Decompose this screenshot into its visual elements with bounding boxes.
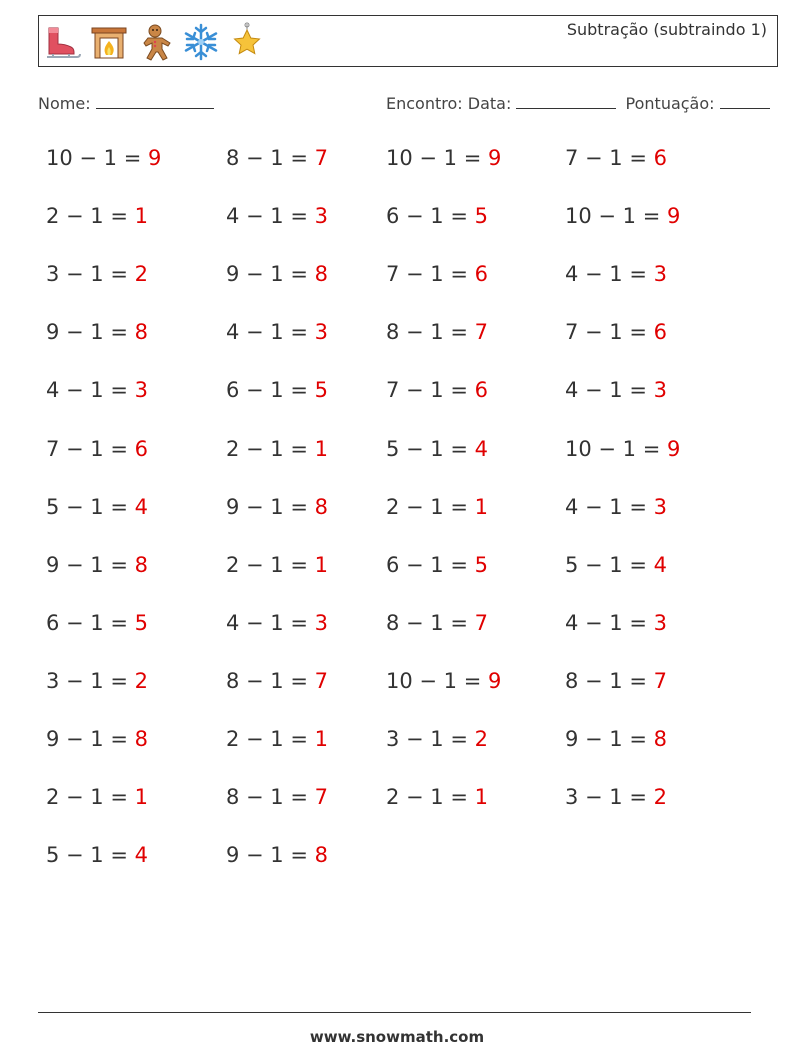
problem-item (386, 495, 488, 519)
problem-answer: 2 (134, 262, 148, 287)
problem-item (46, 262, 148, 286)
name-blank[interactable] (96, 94, 214, 109)
problem-question: 9 − 1 = (226, 843, 315, 868)
problem-answer: 3 (653, 262, 667, 287)
problem-item (565, 727, 667, 751)
problem-item (226, 437, 328, 461)
problem-answer: 6 (653, 146, 667, 170)
problem-answer: 5 (474, 204, 488, 229)
problem-item (565, 495, 667, 519)
problem-answer: 9 (666, 204, 681, 229)
ice-skate-icon (43, 22, 83, 62)
problem-answer: 8 (653, 727, 667, 751)
problem-question: 5 − 1 = (46, 843, 135, 868)
problem-answer: 3 (653, 378, 667, 403)
fireplace-icon (89, 22, 129, 62)
problem-question: 7 − 1 = (386, 262, 475, 287)
problem-answer: 2 (474, 727, 488, 751)
problem-item (226, 843, 328, 867)
problem-answer: 3 (314, 320, 328, 345)
date-label: Data: (467, 94, 512, 113)
problem-item (386, 611, 488, 635)
problem-item (565, 378, 667, 402)
problem-answer: 9 (487, 668, 502, 693)
problem-answer: 5 (474, 552, 488, 577)
name-label: Nome: (38, 94, 91, 113)
problem-item (565, 146, 667, 170)
problem-item (46, 495, 148, 519)
problem-item (226, 669, 328, 693)
problem-item (226, 320, 328, 344)
problem-answer: 5 (314, 378, 328, 403)
problem-answer: 8 (314, 494, 328, 519)
problem-question: 7 − 1 = (386, 378, 475, 403)
problem-item (226, 262, 328, 286)
problem-answer: 5 (134, 610, 148, 635)
problem-question: 5 − 1 = (565, 552, 654, 577)
problem-item (46, 553, 148, 577)
problem-item (46, 437, 148, 461)
problem-item (565, 553, 667, 577)
problem-question: 3 − 1 = (386, 727, 475, 751)
meeting-label: Encontro: (386, 94, 463, 113)
problem-item (226, 495, 328, 519)
snowflake-icon (181, 22, 221, 62)
problem-question: 2 − 1 = (226, 727, 315, 751)
problem-question: 4 − 1 = (226, 204, 315, 229)
date-blank[interactable] (516, 94, 616, 109)
problem-question: 4 − 1 = (565, 378, 654, 403)
problem-answer: 3 (314, 204, 328, 229)
problem-question: 2 − 1 = (226, 552, 315, 577)
problem-question: 4 − 1 = (226, 610, 315, 635)
problem-answer: 3 (653, 610, 667, 635)
problem-question: 6 − 1 = (386, 552, 475, 577)
problem-answer: 3 (314, 610, 328, 635)
problem-answer: 6 (653, 320, 667, 345)
problem-item (226, 611, 328, 635)
problem-answer: 1 (474, 785, 488, 810)
problem-item (386, 378, 488, 402)
problem-question: 7 − 1 = (46, 436, 135, 461)
problem-item (46, 146, 161, 170)
score-blank[interactable] (720, 94, 770, 109)
problem-question: 8 − 1 = (226, 785, 315, 810)
problem-answer: 1 (314, 552, 328, 577)
problem-item (386, 727, 488, 751)
problem-answer: 8 (314, 262, 328, 287)
problem-answer: 8 (134, 727, 148, 751)
problem-item (386, 262, 488, 286)
problem-answer: 3 (653, 494, 667, 519)
problem-item (565, 669, 667, 693)
score-label: Pontuação: (625, 94, 715, 113)
problem-answer: 6 (474, 378, 488, 403)
problem-answer: 6 (134, 436, 148, 461)
problem-question: 10 − 1 = (565, 436, 667, 461)
problem-answer: 6 (474, 262, 488, 287)
problem-question: 6 − 1 = (386, 204, 475, 229)
problem-question: 8 − 1 = (226, 146, 315, 170)
problem-question: 9 − 1 = (226, 262, 315, 287)
problem-question: 8 − 1 = (565, 668, 654, 693)
problem-item (386, 320, 488, 344)
problem-question: 4 − 1 = (565, 494, 654, 519)
problem-question: 6 − 1 = (226, 378, 315, 403)
problem-answer: 8 (134, 552, 148, 577)
problem-answer: 4 (653, 552, 667, 577)
problem-question: 2 − 1 = (226, 436, 315, 461)
problem-question: 8 − 1 = (386, 320, 475, 345)
problem-item (565, 204, 680, 228)
problem-item (46, 785, 148, 809)
worksheet-title: Subtração (subtraindo 1) (566, 20, 767, 39)
problem-answer: 7 (653, 668, 667, 693)
problem-answer: 4 (134, 494, 148, 519)
problem-item (386, 146, 501, 170)
problem-question: 10 − 1 = (565, 204, 667, 229)
problem-answer: 2 (134, 668, 148, 693)
problem-answer: 7 (474, 320, 488, 345)
problem-answer: 3 (134, 378, 148, 403)
problem-item (226, 727, 328, 751)
problem-item (46, 204, 148, 228)
problem-answer: 9 (666, 436, 681, 461)
problem-question: 2 − 1 = (46, 785, 135, 810)
footer-url: www.snowmath.com (309, 1028, 485, 1046)
problem-item (565, 437, 680, 461)
problem-answer: 4 (474, 436, 488, 461)
problem-item (46, 378, 148, 402)
problem-question: 4 − 1 = (226, 320, 315, 345)
problem-item (46, 669, 148, 693)
problem-item (386, 204, 488, 228)
problem-item (226, 553, 328, 577)
problem-answer: 1 (134, 204, 148, 229)
problem-item (226, 378, 328, 402)
problem-question: 9 − 1 = (46, 320, 135, 345)
problem-question: 8 − 1 = (226, 668, 315, 693)
problem-question: 9 − 1 = (46, 727, 135, 751)
problem-item (386, 553, 488, 577)
problem-item (565, 611, 667, 635)
problem-item (226, 204, 328, 228)
problem-item (565, 262, 667, 286)
problem-item (565, 785, 667, 809)
problem-question: 9 − 1 = (226, 494, 315, 519)
problem-item (46, 320, 148, 344)
problem-item (386, 437, 488, 461)
star-ornament-icon (227, 22, 267, 62)
icon-strip (43, 22, 267, 62)
meeting-date-score-fields (386, 94, 770, 113)
problem-question: 10 − 1 = (386, 668, 488, 693)
problem-question: 7 − 1 = (565, 146, 654, 170)
problem-question: 10 − 1 = (386, 146, 488, 170)
footer-divider (38, 1012, 751, 1013)
problem-question: 7 − 1 = (565, 320, 654, 345)
problem-question: 9 − 1 = (46, 552, 135, 577)
problem-question: 9 − 1 = (565, 727, 654, 751)
problem-item (46, 843, 148, 867)
problem-answer: 1 (474, 494, 488, 519)
problem-question: 3 − 1 = (46, 668, 135, 693)
problem-answer: 1 (314, 436, 328, 461)
problem-question: 3 − 1 = (46, 262, 135, 287)
problem-question: 4 − 1 = (46, 378, 135, 403)
problem-item (226, 785, 328, 809)
problem-answer: 1 (134, 785, 148, 810)
problem-answer: 7 (314, 146, 328, 170)
name-field (38, 94, 214, 113)
problem-question: 10 − 1 = (46, 146, 148, 170)
problem-answer: 1 (314, 727, 328, 751)
problem-answer: 7 (314, 785, 328, 810)
problem-question: 5 − 1 = (386, 436, 475, 461)
problem-question: 2 − 1 = (386, 494, 475, 519)
header-box (38, 15, 778, 67)
problem-answer: 7 (474, 610, 488, 635)
problem-answer: 7 (314, 668, 328, 693)
problem-item (226, 146, 328, 170)
problem-question: 5 − 1 = (46, 494, 135, 519)
problem-question: 4 − 1 = (565, 610, 654, 635)
problem-question: 8 − 1 = (386, 610, 475, 635)
problem-answer: 8 (134, 320, 148, 345)
problem-question: 3 − 1 = (565, 785, 654, 810)
problem-question: 6 − 1 = (46, 610, 135, 635)
problem-answer: 8 (314, 843, 328, 868)
problem-item (386, 785, 488, 809)
problem-answer: 2 (653, 785, 667, 810)
problem-item (565, 320, 667, 344)
problem-item (46, 727, 148, 751)
problem-item (386, 669, 501, 693)
problem-answer: 9 (147, 146, 162, 170)
problem-answer: 4 (134, 843, 148, 868)
problem-question: 4 − 1 = (565, 262, 654, 287)
problem-question: 2 − 1 = (386, 785, 475, 810)
gingerbread-man-icon (135, 22, 175, 62)
problem-answer: 9 (487, 146, 502, 170)
problem-question: 2 − 1 = (46, 204, 135, 229)
problem-item (46, 611, 148, 635)
